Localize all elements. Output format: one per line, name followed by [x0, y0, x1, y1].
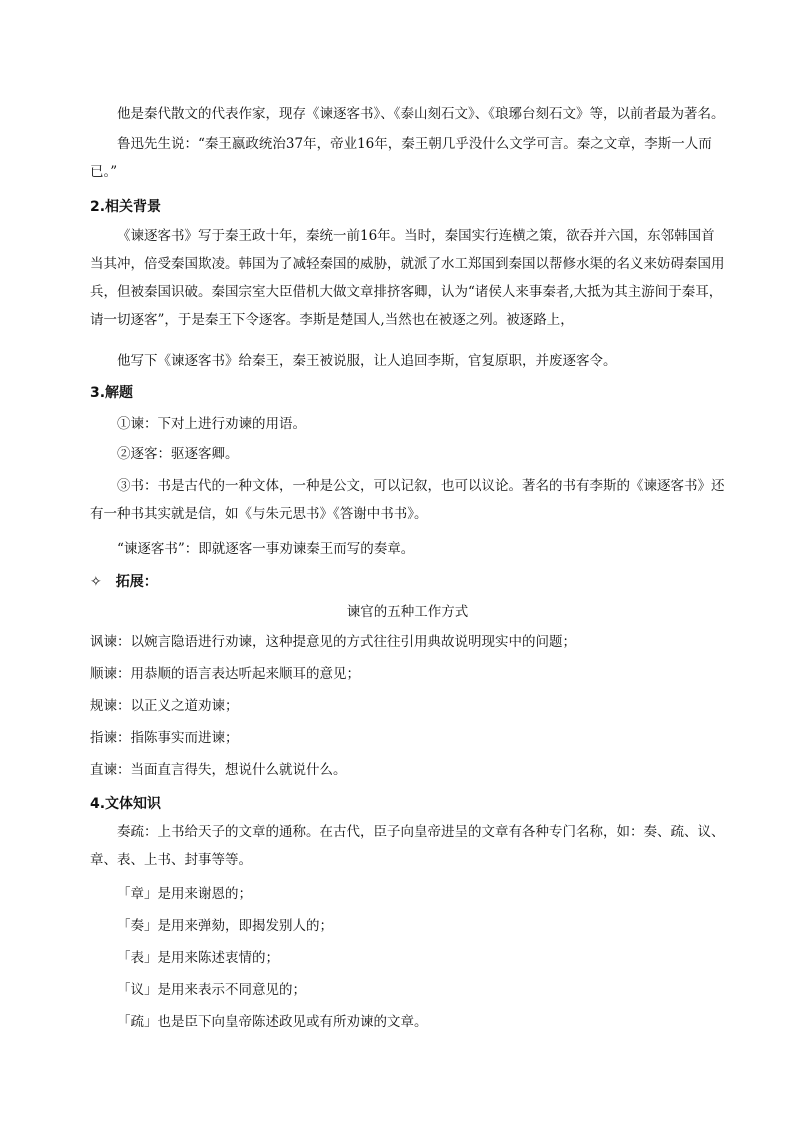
- expand-subtitle: 谏官的五种工作方式: [346, 604, 469, 620]
- genre-item: 「疏」也是臣下向皇帝陈述政见或有所劝谏的文章。: [117, 1014, 428, 1030]
- expand-heading-label: 拓展：: [115, 574, 158, 590]
- expand-item: 规谏：以正义之道劝谏；: [90, 698, 239, 714]
- explanation-item: ②逐客：驱逐客卿。: [117, 446, 239, 462]
- expand-item: 直谏：当面直言得失，想说什么就说什么。: [90, 762, 347, 778]
- diamond-icon: ✧: [90, 574, 102, 590]
- genre-item: 「表」是用来陈述衷情的；: [117, 950, 279, 966]
- background-paragraph-2: 他写下《谏逐客书》给秦王，秦王被说服，让人追回李斯，官复原职，并废逐客令。: [117, 353, 617, 369]
- genre-item: 「议」是用来表示不同意见的；: [117, 982, 306, 998]
- section-heading-title-explanation: 3.解题: [90, 385, 134, 401]
- genre-item: 「奏」是用来弹劾，即揭发别人的；: [117, 918, 333, 934]
- expand-heading: [90, 570, 158, 594]
- explanation-item: “谏逐客书”：即就逐客一事劝谏秦王而写的奏章。: [117, 541, 415, 557]
- intro-paragraph-1: 他是秦代散文的代表作家，现存《谏逐客书》、《泰山刻石文》、《琅琊台刻石文》等，以前者最为著名。: [117, 106, 725, 122]
- intro-paragraph-2: 鲁迅先生说：“秦王嬴政统治37年，帝业16年，秦王朝几乎没什么文学可言。秦之文章，李斯一人而已。”: [90, 136, 712, 180]
- explanation-item: ①谏：下对上进行劝谏的用语。: [117, 416, 306, 432]
- expand-item: 顺谏：用恭顺的语言表达听起来顺耳的意见；: [90, 666, 360, 682]
- expand-item: 指谏：指陈事实而进谏；: [90, 730, 239, 746]
- section-heading-background: 2.相关背景: [90, 199, 162, 215]
- genre-item: 「章」是用来谢恩的；: [117, 886, 252, 902]
- expand-item: 讽谏：以婉言隐语进行劝谏，这种提意见的方式往往引用典故说明现实中的问题；: [90, 634, 576, 650]
- section-heading-genre: 4.文体知识: [90, 796, 162, 812]
- background-paragraph-1: 《谏逐客书》写于秦王政十年，秦统一前16年。当时，秦国实行连横之策，欲吞并六国，东邻韩国首当其冲，倍受秦国欺凌。韩国为了减轻秦国的威胁，就派了水工郑国到秦国以帮修水渠的名义来妨碍秦国用兵，但被秦国识破。秦国宗室大臣借机大做文章排挤客卿，认为“诸侯人来事秦者,大抵为其主游间于秦耳，请一切逐客”，于是秦王下令逐客。李斯是楚国人,当然也在被逐之列。被逐路上，: [90, 228, 725, 328]
- genre-paragraph: 奏疏：上书给天子的文章的通称。在古代，臣子向皇帝进呈的文章有各种专门名称，如：奏、疏、议、章、表、上书、封事等等。: [90, 824, 725, 868]
- explanation-item: ③书：书是古代的一种文体，一种是公文，可以记叙，也可以议论。著名的书有李斯的《谏逐客书》还有一种书其实就是信，如《与朱元思书》《答谢中书书》。: [90, 478, 725, 522]
